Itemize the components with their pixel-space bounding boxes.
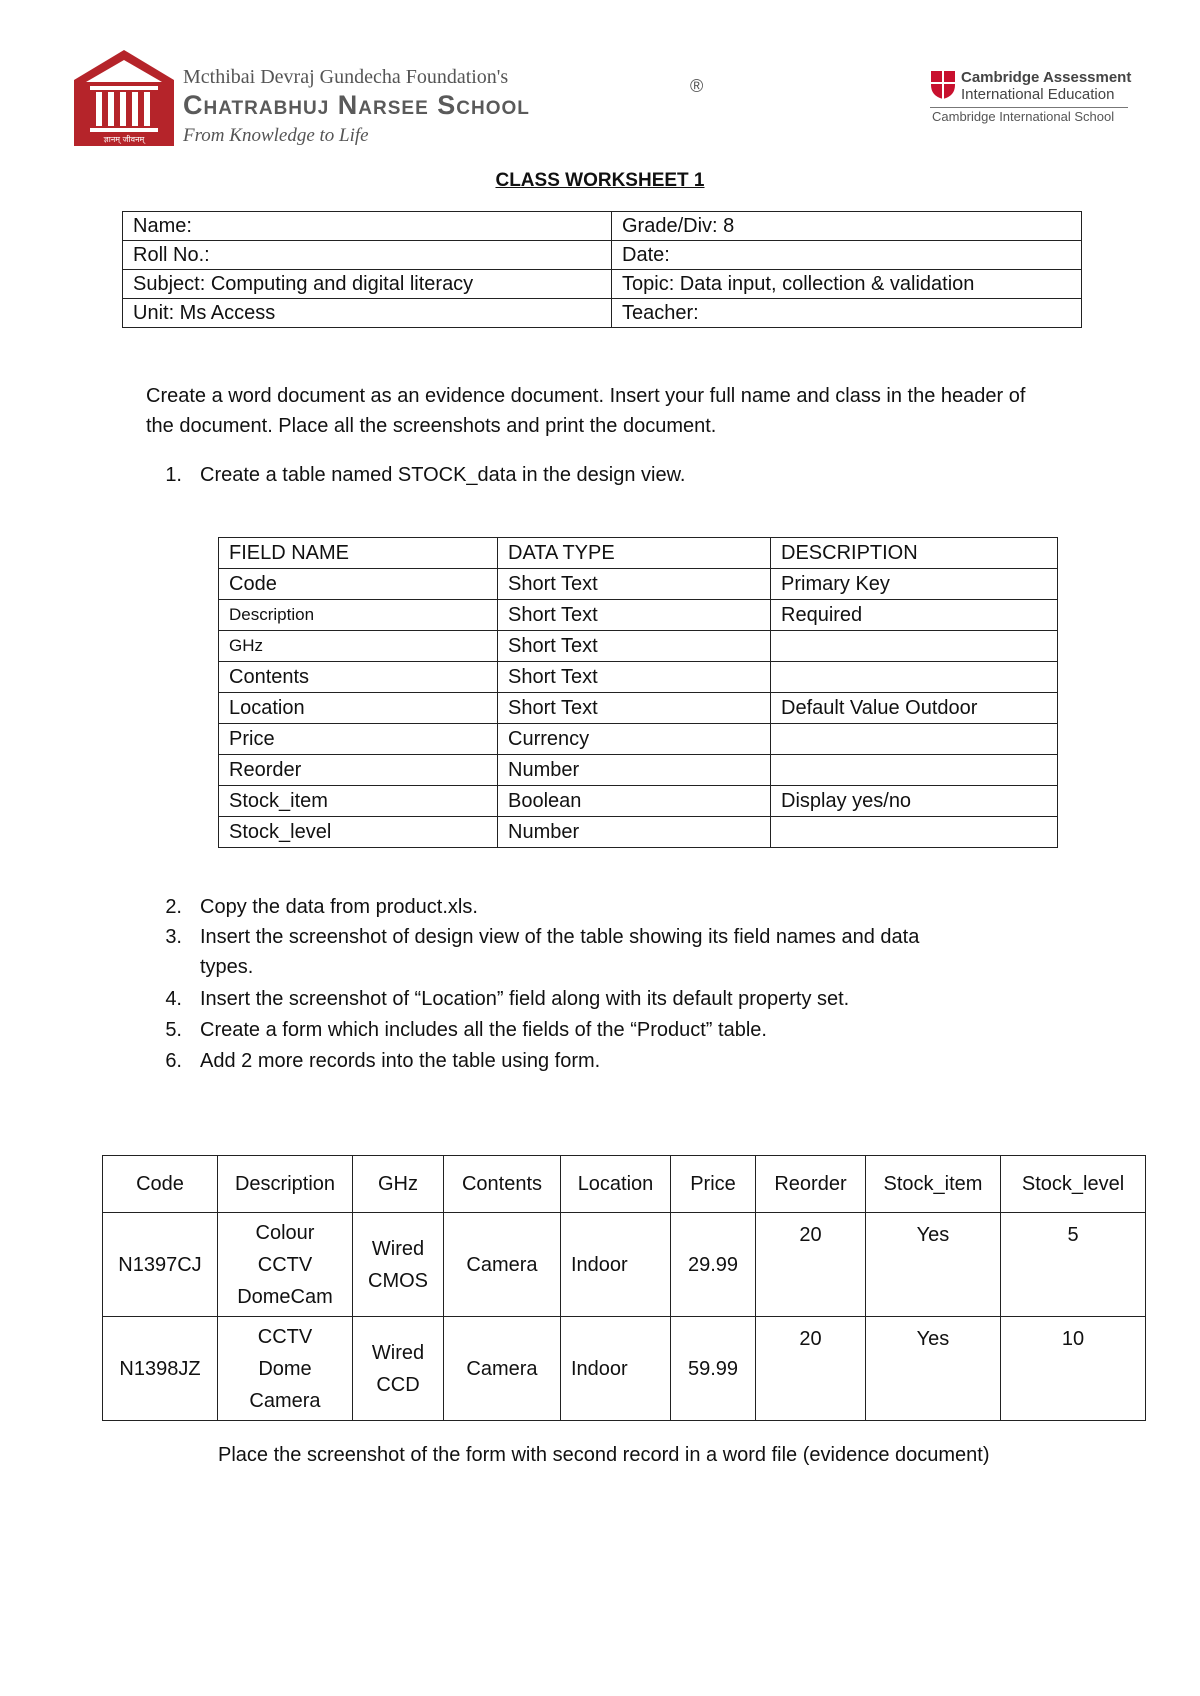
code-cell: N1398JZ — [103, 1317, 218, 1421]
column-header: Code — [103, 1156, 218, 1213]
cambridge-divider — [930, 107, 1128, 108]
worksheet-title: CLASS WORKSHEET 1 — [495, 170, 705, 191]
description-cell — [771, 631, 1058, 662]
data-type-cell: Short Text — [498, 662, 771, 693]
description-line: CCTV — [257, 1325, 313, 1348]
name-field: Name: — [123, 212, 612, 241]
description-cell — [218, 1213, 353, 1317]
records-table — [102, 1155, 1146, 1421]
table-row — [219, 600, 1058, 631]
topic-field: Topic: Data input, collection & validation — [612, 270, 1082, 299]
description-cell: Default Value Outdoor — [771, 693, 1058, 724]
table-row — [219, 755, 1058, 786]
field-name-cell: Stock_level — [219, 817, 498, 848]
subject-field: Subject: Computing and digital literacy — [123, 270, 612, 299]
data-type-cell: Currency — [498, 724, 771, 755]
data-type-cell: Number — [498, 755, 771, 786]
list-text: Insert the screenshot of “Location” field along with its default property set. — [200, 988, 850, 1010]
date-field: Date: — [612, 241, 1082, 270]
table-row — [219, 786, 1058, 817]
school-logo — [72, 48, 176, 148]
description-cell — [771, 662, 1058, 693]
list-number: 2. — [165, 896, 182, 918]
data-type-cell: Short Text — [498, 631, 771, 662]
roll-no-field: Roll No.: — [123, 241, 612, 270]
field-name-cell: Reorder — [219, 755, 498, 786]
description-line: Colour — [255, 1221, 315, 1244]
column-header: Price — [671, 1156, 756, 1213]
column-header: Location — [561, 1156, 671, 1213]
list-item — [146, 922, 1066, 982]
column-header: Stock_item — [866, 1156, 1001, 1213]
ghz-cell — [353, 1317, 444, 1421]
ghz-cell — [353, 1213, 444, 1317]
description-cell — [771, 755, 1058, 786]
column-header: Description — [218, 1156, 353, 1213]
data-type-cell: Short Text — [498, 693, 771, 724]
table-row — [219, 662, 1058, 693]
description-cell: Primary Key — [771, 569, 1058, 600]
list-item — [146, 1015, 1066, 1045]
field-name-cell: Location — [219, 693, 498, 724]
description-line: Camera — [249, 1389, 321, 1412]
table-row — [123, 212, 1082, 241]
list-text: Create a table named STOCK_data in the design view. — [200, 464, 686, 486]
list-number: 5. — [165, 1019, 182, 1041]
location-cell: Indoor — [561, 1317, 671, 1421]
field-name-cell: Description — [219, 600, 498, 631]
column-header: DESCRIPTION — [771, 538, 1058, 569]
list-text-continued: types. — [200, 956, 254, 978]
ghz-line: Wired — [371, 1237, 425, 1260]
table-row — [103, 1317, 1146, 1421]
code-cell: N1397CJ — [103, 1213, 218, 1317]
table-row — [123, 299, 1082, 328]
table-row — [219, 817, 1058, 848]
description-line: CCTV — [257, 1253, 313, 1276]
data-type-cell: Number — [498, 817, 771, 848]
unit-field: Unit: Ms Access — [123, 299, 612, 328]
list-item — [146, 1046, 1066, 1076]
table-row — [219, 631, 1058, 662]
table-header-row — [103, 1156, 1146, 1213]
cambridge-shield-icon — [930, 70, 956, 100]
data-type-cell: Short Text — [498, 569, 771, 600]
logo-text: ज्ञानम् जीवनम् — [103, 135, 145, 144]
field-name-cell: Code — [219, 569, 498, 600]
table-row — [219, 724, 1058, 755]
grade-field: Grade/Div: 8 — [612, 212, 1082, 241]
reorder-cell: 20 — [756, 1213, 866, 1317]
ghz-line: CCD — [376, 1373, 420, 1396]
list-text: Add 2 more records into the table using form. — [200, 1050, 601, 1072]
list-number: 1. — [165, 464, 182, 486]
list-item — [146, 460, 1046, 490]
ghz-line: Wired — [371, 1341, 425, 1364]
cambridge-subtitle: International Education — [961, 86, 1115, 103]
table-row — [123, 270, 1082, 299]
data-type-cell: Boolean — [498, 786, 771, 817]
description-cell: Display yes/no — [771, 786, 1058, 817]
column-header: Stock_level — [1001, 1156, 1146, 1213]
stock-level-cell: 5 — [1001, 1213, 1146, 1317]
list-item — [146, 984, 1066, 1014]
column-header: FIELD NAME — [219, 538, 498, 569]
table-row — [103, 1213, 1146, 1317]
field-name-cell: Contents — [219, 662, 498, 693]
field-definition-table — [218, 537, 1058, 848]
column-header: Reorder — [756, 1156, 866, 1213]
teacher-field: Teacher: — [612, 299, 1082, 328]
data-type-cell: Short Text — [498, 600, 771, 631]
cambridge-title: Cambridge Assessment — [961, 69, 1132, 86]
contents-cell: Camera — [444, 1317, 561, 1421]
description-cell — [218, 1317, 353, 1421]
foundation-name: Mcthibai Devraj Gundecha Foundation's — [183, 66, 509, 88]
list-text: Insert the screenshot of design view of the table showing its field names and data — [200, 926, 920, 948]
contents-cell: Camera — [444, 1213, 561, 1317]
description-line: DomeCam — [237, 1285, 333, 1308]
price-cell: 59.99 — [671, 1317, 756, 1421]
ghz-line: CMOS — [368, 1269, 428, 1292]
column-header: DATA TYPE — [498, 538, 771, 569]
cambridge-school-label: Cambridge International School — [932, 109, 1115, 124]
school-name: Chatrabhuj Narsee School — [183, 90, 530, 120]
location-cell: Indoor — [561, 1213, 671, 1317]
description-line: Dome — [258, 1357, 312, 1380]
description-cell — [771, 817, 1058, 848]
list-number: 3. — [165, 926, 182, 948]
stock-item-cell: Yes — [866, 1317, 1001, 1421]
stock-item-cell: Yes — [866, 1213, 1001, 1317]
field-name-cell: Stock_item — [219, 786, 498, 817]
table-row — [219, 693, 1058, 724]
registered-mark: ® — [690, 76, 704, 96]
closing-instruction: Place the screenshot of the form with second record in a word file (evidence document) — [218, 1444, 990, 1466]
stock-level-cell: 10 — [1001, 1317, 1146, 1421]
column-header: GHz — [353, 1156, 444, 1213]
description-cell — [771, 724, 1058, 755]
column-header: Contents — [444, 1156, 561, 1213]
intro-paragraph: Create a word document as an evidence document. Insert your full name and class in the header of the document. Place all the screenshots and print the document. — [146, 385, 1026, 437]
field-name-cell: GHz — [219, 631, 498, 662]
table-row — [123, 241, 1082, 270]
list-text: Copy the data from product.xls. — [200, 896, 478, 918]
list-item — [146, 892, 1066, 922]
list-number: 6. — [165, 1050, 182, 1072]
list-number: 4. — [165, 988, 182, 1010]
school-tagline: From Knowledge to Life — [183, 125, 369, 146]
table-header-row — [219, 538, 1058, 569]
price-cell: 29.99 — [671, 1213, 756, 1317]
field-name-cell: Price — [219, 724, 498, 755]
reorder-cell: 20 — [756, 1317, 866, 1421]
description-cell: Required — [771, 600, 1058, 631]
table-row — [219, 569, 1058, 600]
list-text: Create a form which includes all the fields of the “Product” table. — [200, 1019, 767, 1041]
student-info-table — [122, 211, 1082, 328]
